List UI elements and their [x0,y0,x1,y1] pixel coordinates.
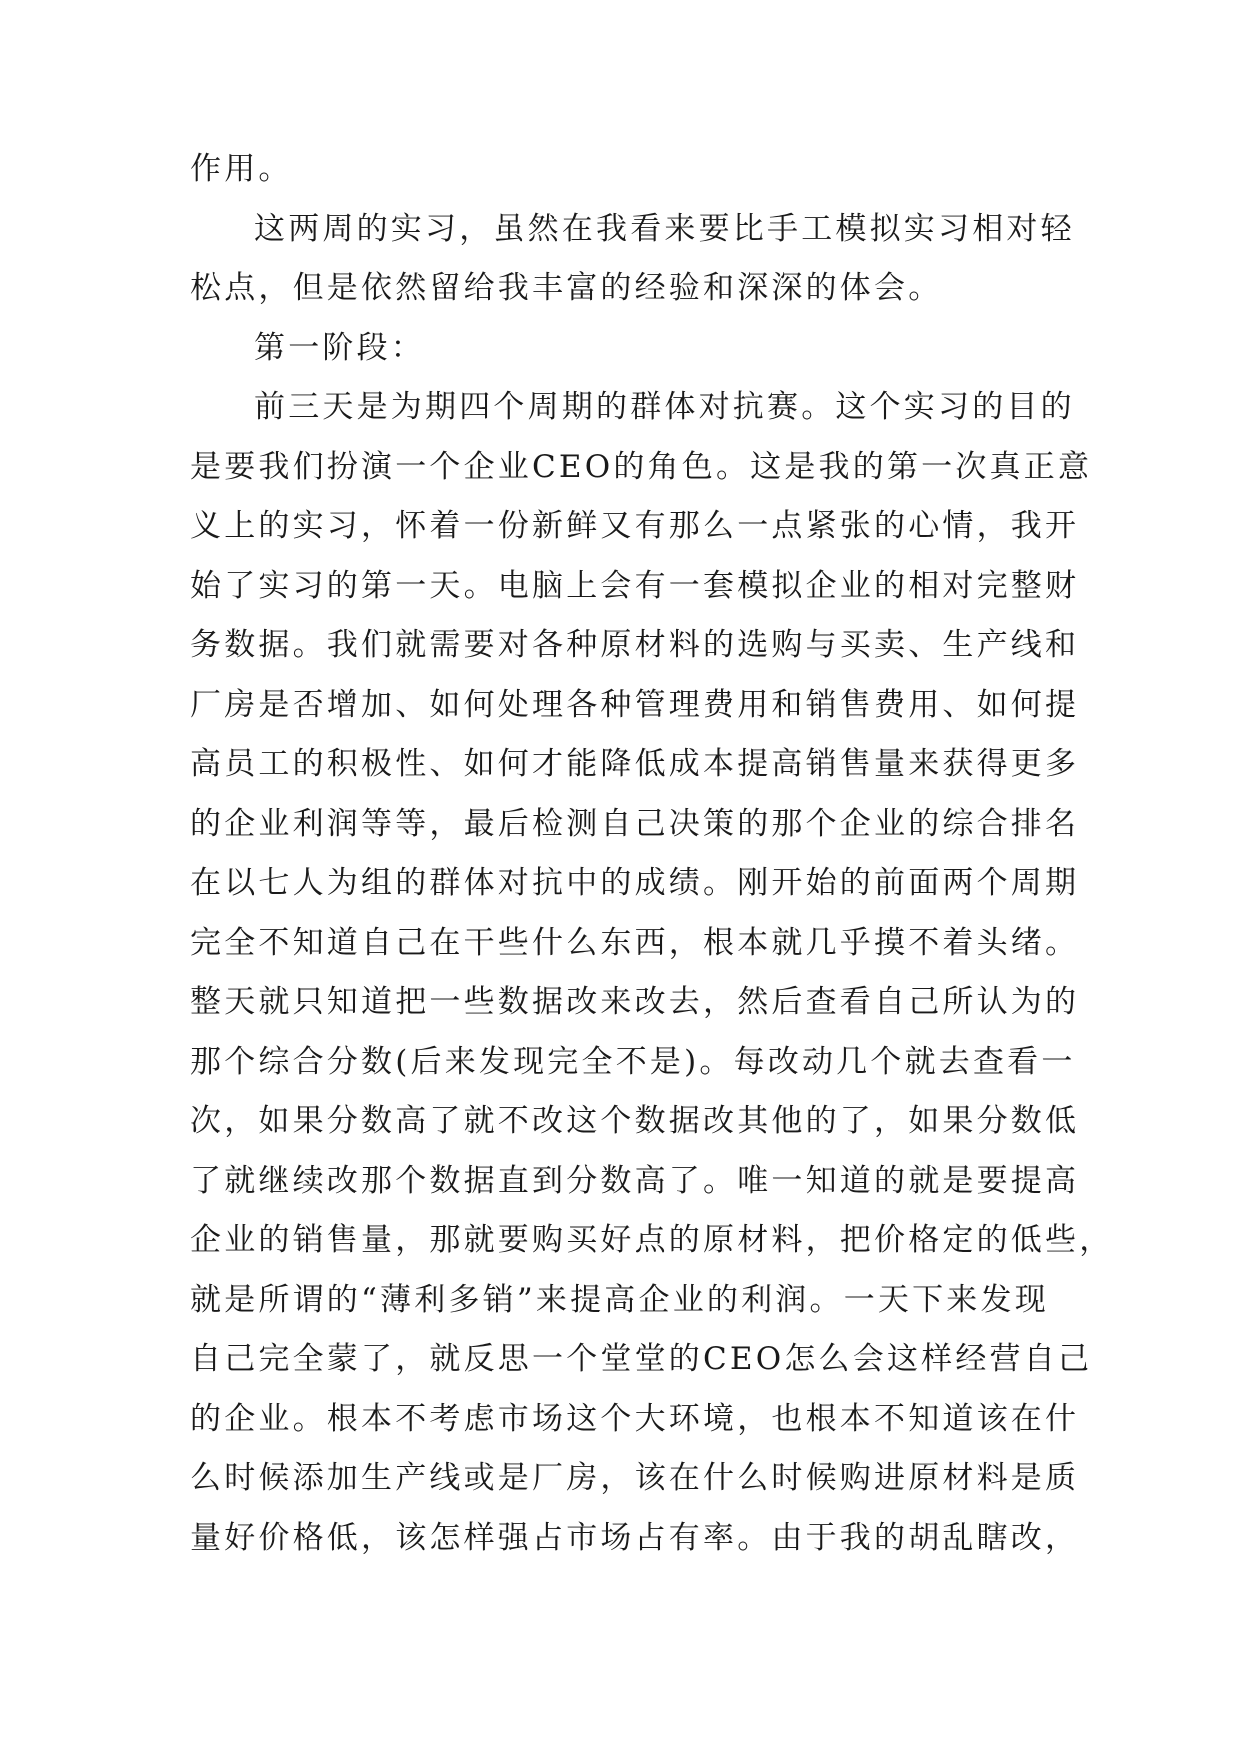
text-line-15: 整天就只知道把一些数据改来改去，然后查看自己所认为的 [190,984,1080,1020]
text-line-7: 义上的实习，怀着一份新鲜又有那么一点紧张的心情，我开 [190,508,1080,544]
text-line-22: 的企业。根本不考虑市场这个大环境，也根本不知道该在什 [190,1400,1080,1437]
text-line-2: 这两周的实习，虽然在我看来要比手工模拟实习相对轻 [254,210,1075,247]
text-line-12: 的企业利润等等，最后检测自己决策的那个企业的综合排名 [190,805,1080,842]
text-line-8: 始了实习的第一天。电脑上会有一套模拟企业的相对完整财 [190,567,1080,604]
text-line-10: 厂房是否增加、如何处理各种管理费用和销售费用、如何提 [190,686,1080,723]
text-line-5: 前三天是为期四个周期的群体对抗赛。这个实习的目的 [254,389,1075,425]
text-line-11: 高员工的积极性、如何才能降低成本提高销售量来获得更多 [190,746,1080,782]
text-line-17: 次，如果分数高了就不改这个数据改其他的了，如果分数低 [190,1103,1080,1139]
text-line-16: 那个综合分数(后来发现完全不是)。每改动几个就去查看一 [190,1043,1076,1080]
text-line-1: 作用。 [190,151,293,187]
text-line-24: 量好价格低，该怎样强占市场占有率。由于我的胡乱瞎改， [190,1519,1080,1556]
text-line-9: 务数据。我们就需要对各种原材料的选购与买卖、生产线和 [190,627,1080,663]
document-body [190,140,1114,1568]
text-line-14: 完全不知道自己在干些什么东西，根本就几乎摸不着头绪。 [190,924,1080,961]
text-line-3: 松点，但是依然留给我丰富的经验和深深的体会。 [190,270,943,306]
text-line-20: 就是所谓的“薄利多销”来提高企业的利润。一天下来发现 [190,1281,1049,1318]
text-line-13: 在以七人为组的群体对抗中的成绩。刚开始的前面两个周期 [190,865,1080,901]
text-line-6: 是要我们扮演一个企业CEO的角色。这是我的第一次真正意 [190,448,1093,485]
text-line-18: 了就继续改那个数据直到分数高了。唯一知道的就是要提高 [190,1162,1080,1199]
text-line-21: 自己完全蒙了，就反思一个堂堂的CEO怎么会这样经营自己 [190,1341,1093,1377]
section-heading: 第一阶段： [254,329,425,366]
text-line-23: 么时候添加生产线或是厂房，该在什么时候购进原材料是质 [190,1460,1080,1496]
text-line-19: 企业的销售量，那就要购买好点的原材料，把价格定的低些， [190,1222,1114,1258]
